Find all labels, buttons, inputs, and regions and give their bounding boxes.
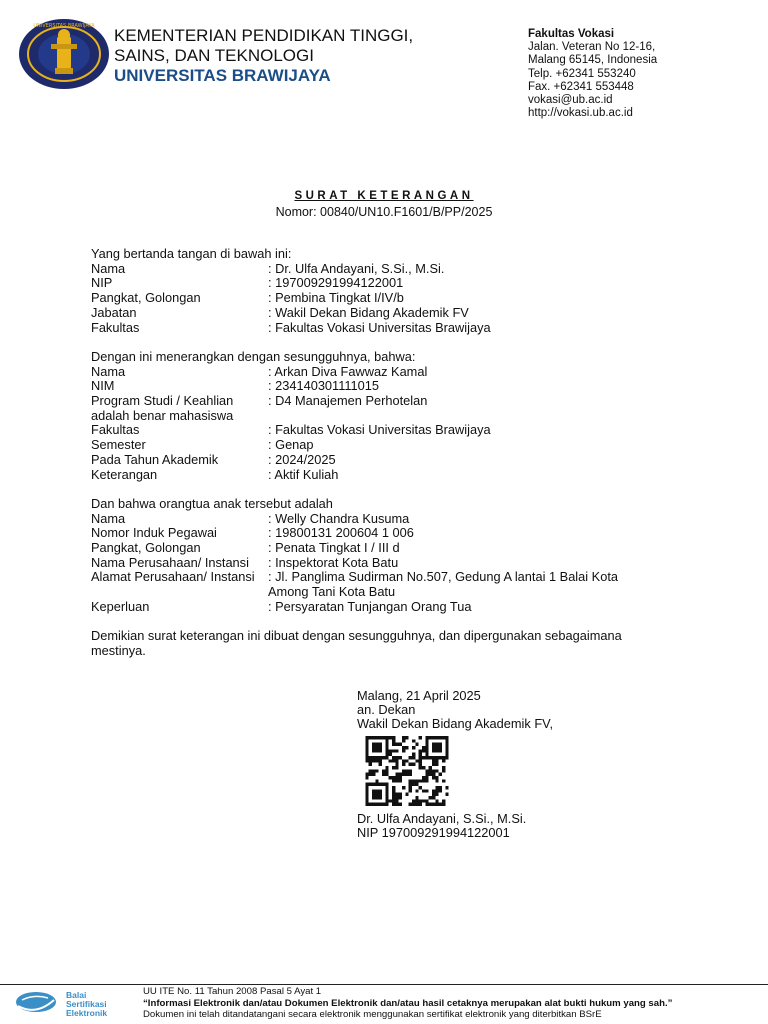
field-row bbox=[91, 291, 681, 306]
closing-line-1: Demikian surat keterangan ini dibuat dengan sesungguhnya, dan dipergunakan sebagaimana bbox=[91, 628, 622, 644]
field-row bbox=[91, 306, 681, 321]
field-row bbox=[91, 541, 681, 556]
field-label: Alamat Perusahaan/ Instansi bbox=[91, 569, 255, 585]
parent-fields bbox=[91, 512, 681, 615]
field-value: : Persyaratan Tunjangan Orang Tua bbox=[268, 598, 472, 614]
field-value: : Jl. Panglima Sudirman No.507, Gedung A lantai 1 Balai Kota bbox=[268, 569, 618, 585]
footer-legal bbox=[143, 986, 672, 1021]
logo-lettering: UNIVERSITAS BRAWIJAYA bbox=[33, 23, 95, 29]
field-value: : Aktif Kuliah bbox=[268, 466, 339, 482]
bsre-logo bbox=[8, 988, 133, 1020]
field-label: NIP bbox=[91, 275, 113, 291]
field-row bbox=[91, 453, 681, 468]
field-row bbox=[91, 585, 681, 600]
field-label: Pada Tahun Akademik bbox=[91, 451, 219, 467]
field-row bbox=[91, 379, 681, 394]
field-value: : Genap bbox=[268, 437, 314, 453]
field-value: : Fakultas Vokasi Universitas Brawijaya bbox=[268, 422, 491, 438]
field-value: : Wakil Dekan Bidang Akademik FV bbox=[268, 304, 469, 320]
field-row bbox=[91, 394, 681, 409]
footer-divider bbox=[0, 984, 768, 985]
website-link[interactable]: http://vokasi.ub.ac.id bbox=[528, 107, 633, 120]
field-label: Jabatan bbox=[91, 304, 137, 320]
field-label: Nama bbox=[91, 260, 126, 276]
signature-block bbox=[357, 689, 553, 730]
footer-quote: “Informasi Elektronik dan/atau Dokumen Elektronik dan/atau hasil cetaknya merupakan alat bukti hukum yang sah.” bbox=[143, 997, 673, 1009]
footer-note: Dokumen ini telah ditandatangani secara elektronik menggunakan sertifikat elektronik yang diterbitkan BSrE bbox=[143, 1009, 602, 1020]
field-label: Fakultas bbox=[91, 319, 140, 335]
on-behalf: an. Dekan bbox=[357, 701, 416, 717]
university-name: UNIVERSITAS BRAWIJAYA bbox=[114, 66, 331, 85]
place-date: Malang, 21 April 2025 bbox=[357, 688, 481, 703]
field-label: Nomor Induk Pegawai bbox=[91, 525, 217, 541]
field-label: Program Studi / Keahlian bbox=[91, 393, 234, 409]
letter-body bbox=[91, 247, 681, 659]
field-label: Nama bbox=[91, 363, 126, 379]
field-label: Pangkat, Golongan bbox=[91, 540, 201, 556]
student-fields bbox=[91, 365, 681, 483]
field-label: Keperluan bbox=[91, 598, 150, 614]
field-value: : D4 Manajemen Perhotelan bbox=[268, 393, 428, 409]
field-label: Keterangan bbox=[91, 466, 158, 482]
signatory-fields bbox=[91, 262, 681, 336]
signature-qr-code bbox=[364, 736, 450, 806]
letter-title: SURAT KETERANGAN bbox=[294, 190, 474, 202]
bsre-line-3: Elektronik bbox=[66, 1008, 108, 1018]
field-label: adalah benar mahasiswa bbox=[91, 407, 234, 423]
institution-header bbox=[114, 26, 413, 86]
field-value: : Arkan Diva Fawwaz Kamal bbox=[268, 363, 428, 379]
field-label: Nama Perusahaan/ Instansi bbox=[91, 554, 249, 570]
signer-name: Dr. Ulfa Andayani, S.Si., M.Si. bbox=[357, 811, 527, 826]
signer-nip: NIP 197009291994122001 bbox=[357, 824, 510, 840]
field-row bbox=[91, 600, 681, 615]
field-value: : 234140301111015 bbox=[268, 378, 380, 394]
field-row bbox=[91, 321, 681, 336]
field-value: : Pembina Tingkat I/IV/b bbox=[268, 290, 404, 306]
field-value: : 19800131 200604 1 006 bbox=[268, 525, 414, 541]
address-line-1: Jalan. Veteran No 12-16, bbox=[528, 41, 656, 54]
field-value bbox=[268, 409, 681, 424]
field-label: NIM bbox=[91, 378, 115, 394]
field-row bbox=[91, 468, 681, 483]
ministry-line-1: KEMENTERIAN PENDIDIKAN TINGGI, bbox=[114, 26, 414, 45]
signer-block bbox=[357, 812, 526, 840]
bsre-line-2: Sertifikasi bbox=[66, 999, 107, 1009]
field-label bbox=[91, 585, 268, 600]
field-value: : Welly Chandra Kusuma bbox=[268, 510, 410, 526]
field-row bbox=[91, 409, 681, 424]
field-value: : Fakultas Vokasi Universitas Brawijaya bbox=[268, 319, 491, 335]
field-row bbox=[91, 423, 681, 438]
field-value: : Inspektorat Kota Batu bbox=[268, 554, 399, 570]
address-line-2: Malang 65145, Indonesia bbox=[528, 54, 658, 67]
field-value: : Dr. Ulfa Andayani, S.Si., M.Si. bbox=[268, 260, 445, 276]
field-row bbox=[91, 556, 681, 571]
statement-text: Dengan ini menerangkan dengan sesungguhnya, bahwa: bbox=[91, 348, 416, 364]
field-label: Fakultas bbox=[91, 422, 140, 438]
field-row bbox=[91, 526, 681, 541]
signatory-position: Wakil Dekan Bidang Akademik FV, bbox=[357, 715, 554, 731]
field-row bbox=[91, 365, 681, 380]
field-value: : Penata Tingkat I / III d bbox=[268, 540, 400, 556]
faculty-name: Fakultas Vokasi bbox=[528, 28, 615, 40]
university-logo bbox=[18, 18, 110, 90]
field-row bbox=[91, 438, 681, 453]
closing-line-2: mestinya. bbox=[91, 642, 146, 658]
field-value: : 197009291994122001 bbox=[268, 275, 404, 291]
parent-intro-text: Dan bahwa orangtua anak tersebut adalah bbox=[91, 495, 333, 511]
phone: Telp. +62341 553240 bbox=[528, 67, 636, 80]
ministry-line-2: SAINS, DAN TEKNOLOGI bbox=[114, 46, 314, 65]
field-value: Among Tani Kota Batu bbox=[268, 584, 396, 600]
field-label: Nama bbox=[91, 510, 126, 526]
footer-law: UU ITE No. 11 Tahun 2008 Pasal 5 Ayat 1 bbox=[143, 986, 322, 997]
letter-number: Nomor: 00840/UN10.F1601/B/PP/2025 bbox=[275, 205, 493, 219]
intro-text: Yang bertanda tangan di bawah ini: bbox=[91, 246, 292, 261]
faculty-contact bbox=[528, 28, 657, 120]
field-label: Semester bbox=[91, 437, 146, 453]
field-label: Pangkat, Golongan bbox=[91, 290, 201, 306]
email-link[interactable]: vokasi@ub.ac.id bbox=[528, 94, 613, 107]
field-row bbox=[91, 570, 681, 585]
field-row bbox=[91, 262, 681, 277]
field-row bbox=[91, 512, 681, 527]
field-row bbox=[91, 276, 681, 291]
field-value: : 2024/2025 bbox=[268, 451, 336, 467]
fax: Fax. +62341 553448 bbox=[528, 80, 634, 93]
bsre-line-1: Balai bbox=[66, 990, 87, 1000]
